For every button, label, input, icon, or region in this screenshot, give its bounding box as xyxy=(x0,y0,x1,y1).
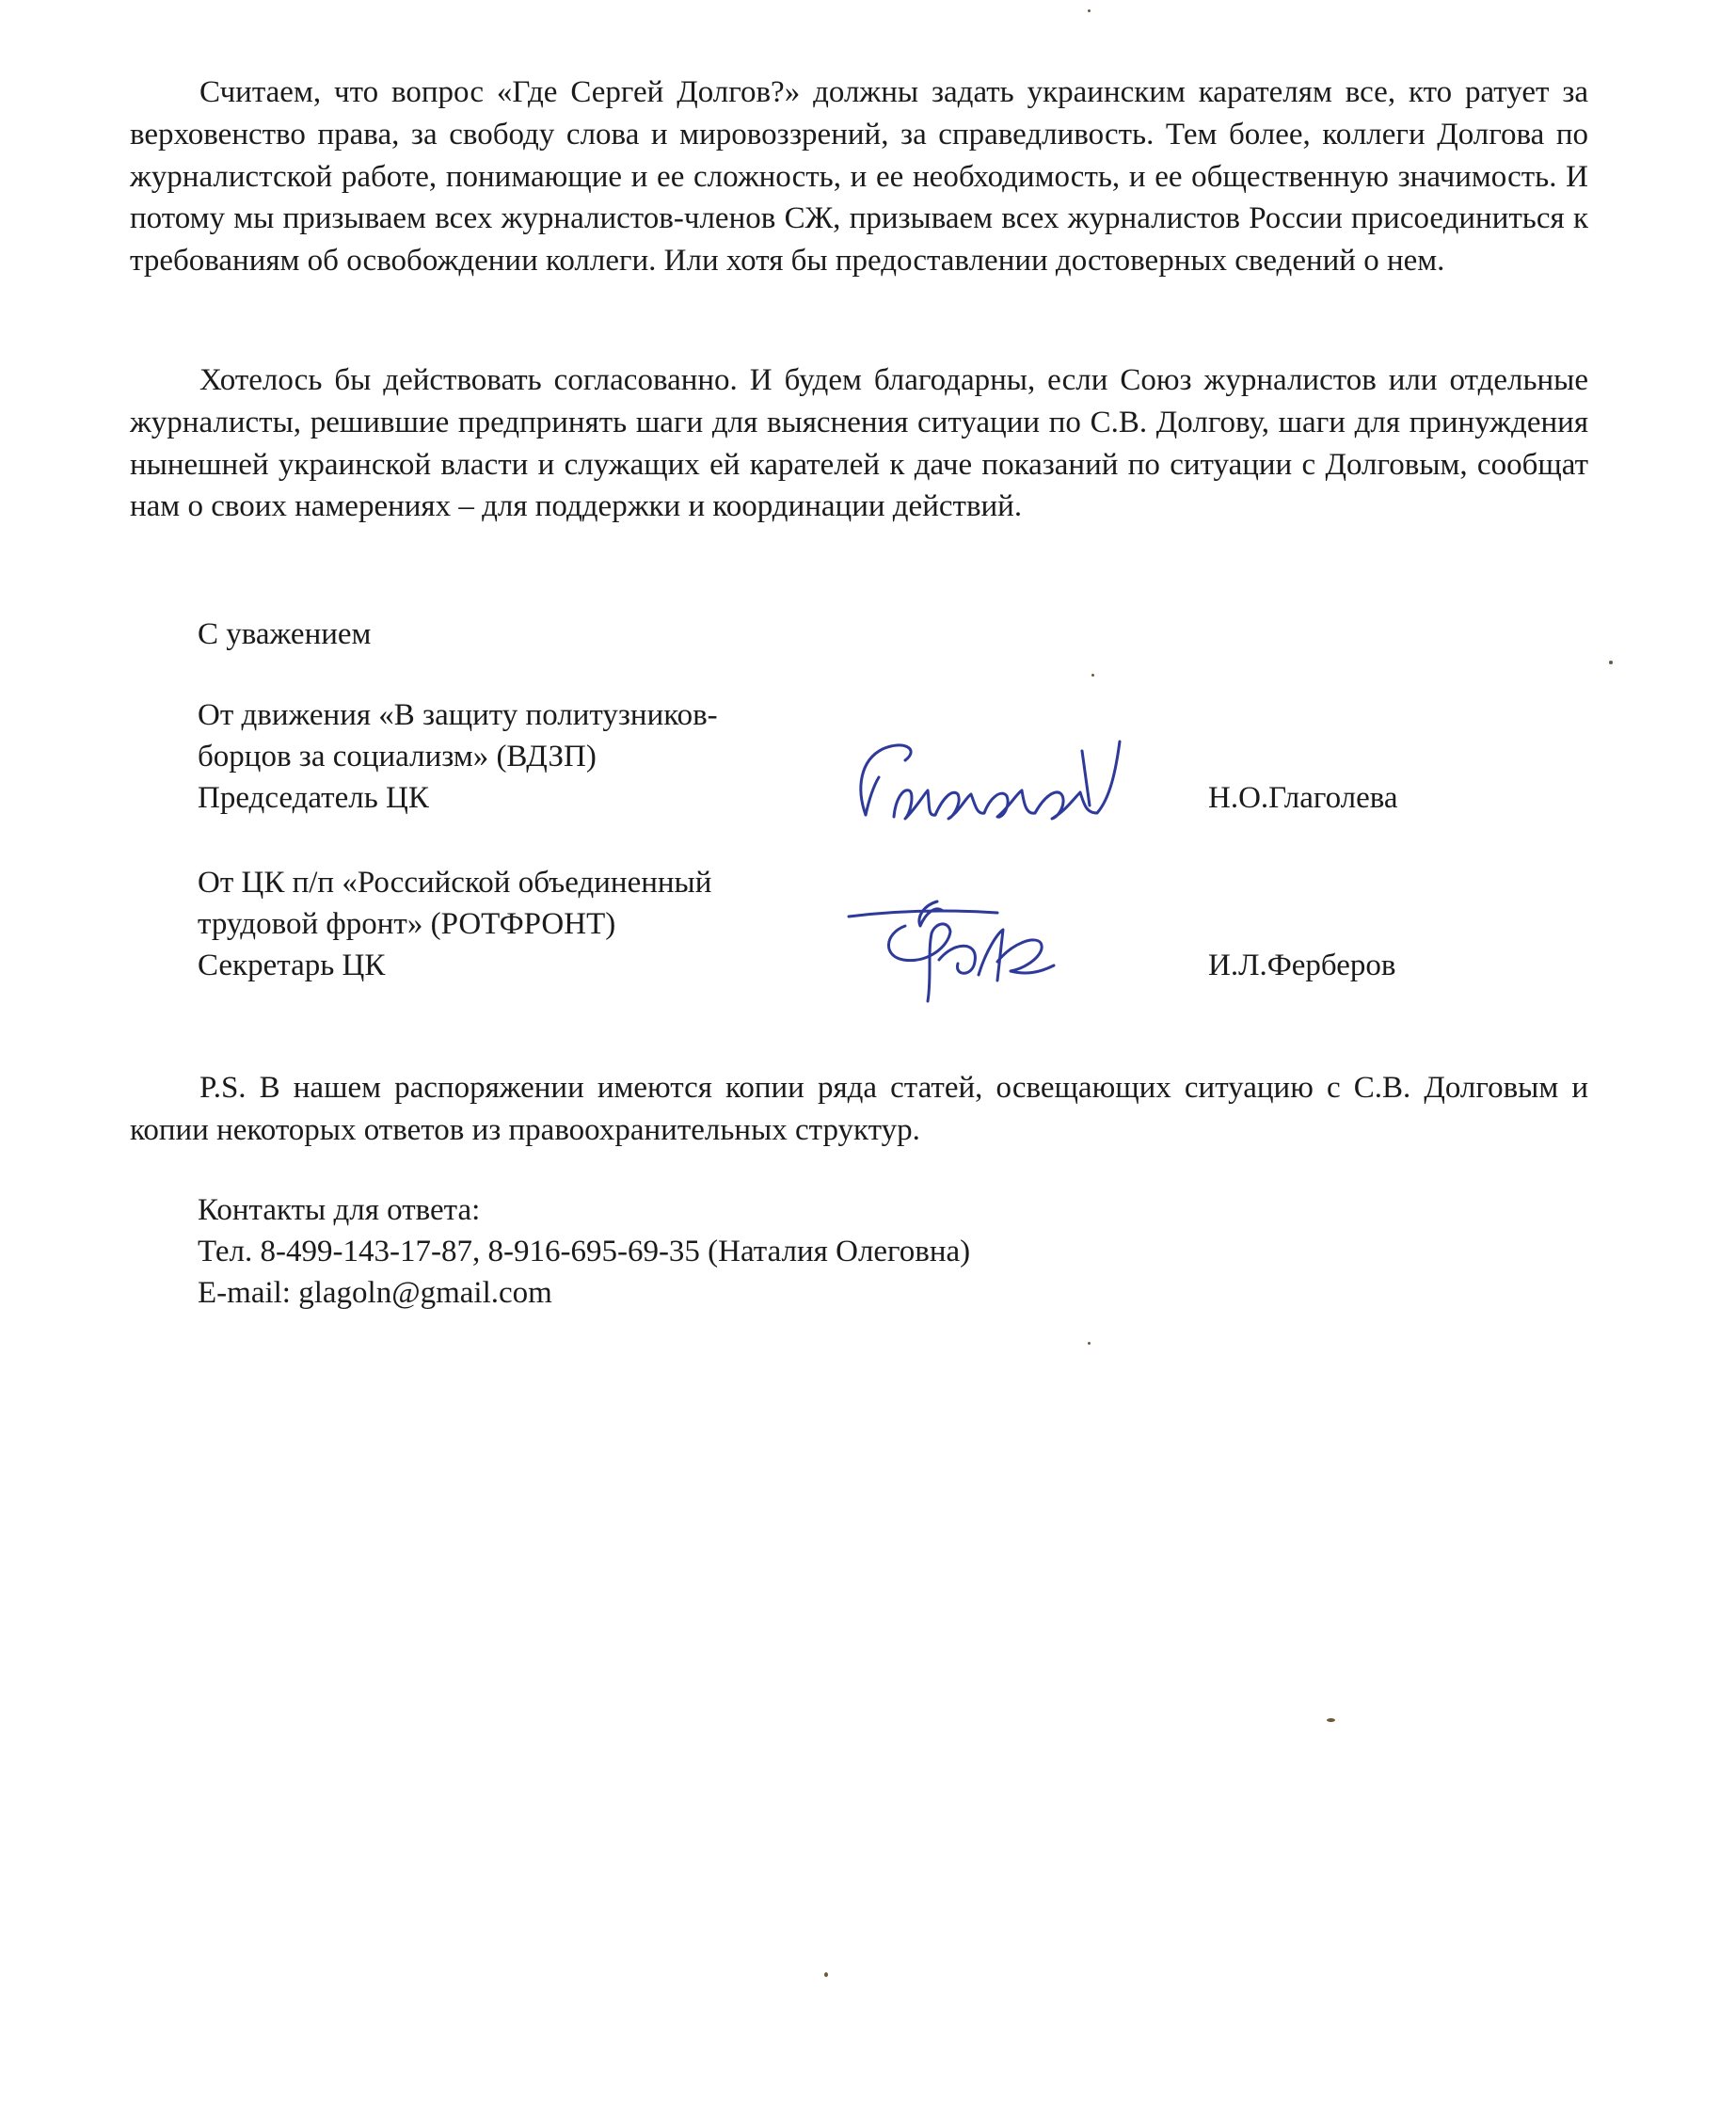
signature-ferberov xyxy=(837,885,1082,1016)
signer1-title: Председатель ЦК xyxy=(198,781,429,815)
signer2-org-line2: трудовой фронт» (РОТФРОНТ) xyxy=(198,907,616,941)
contacts-email: E-mail: glagoln@gmail.com xyxy=(198,1276,552,1310)
scan-speck xyxy=(1609,661,1613,664)
scan-speck xyxy=(824,1972,828,1977)
signer1-org-line2: борцов за социализм» (ВДЗП) xyxy=(198,740,597,773)
signer2-org-line1: От ЦК п/п «Российской объединенный xyxy=(198,866,712,900)
signer2-name: И.Л.Ферберов xyxy=(1208,949,1396,982)
signer1-name: Н.О.Глаголева xyxy=(1208,781,1398,815)
paragraph-appeal: Считаем, что вопрос «Где Сергей Долгов?» должны задать украинским карателям все, кто ратует за верховенство права, за свободу слова и мировоззрений, за справедливость. Тем более, коллеги Долгова по журналистской работе, понимающие и ее сложность, и ее необходимость, и ее общественную значимость. И потому мы призываем всех журналистов-членов СЖ, призываем всех журналистов России присоединиться к требованиям об освобождении коллеги. Или хотя бы предоставлении достоверных сведений о нем. xyxy=(130,75,1588,279)
scan-speck xyxy=(1088,9,1091,12)
paragraph-coordination: Хотелось бы действовать согласованно. И будем благодарны, если Союз журналистов или отдельные журналисты, решившие предпринять шаги для выяснения ситуации по С.В. Долгову, шаги для принуждения нынешней украинской власти и служащих ей карателей к даче показаний по ситуации с Долговым, сообщат нам о своих намерениях – для поддержки и координации действий. xyxy=(130,363,1588,524)
scan-speck xyxy=(1327,1718,1335,1722)
closing-salutation: С уважением xyxy=(198,617,372,651)
signer2-title: Секретарь ЦК xyxy=(198,949,386,982)
contacts-phone: Тел. 8-499-143-17-87, 8-916-695-69-35 (Наталия Олеговна) xyxy=(198,1235,971,1268)
contacts-heading: Контакты для ответа: xyxy=(198,1193,481,1227)
signature-glagoleva xyxy=(837,732,1139,845)
postscript: P.S. В нашем распоряжении имеются копии ряда статей, освещающих ситуацию с С.В. Долговым и копии некоторых ответов из правоохранительных структур. xyxy=(130,1071,1588,1147)
scan-speck xyxy=(1088,1342,1091,1345)
signer1-org-line1: От движения «В защиту политузников- xyxy=(198,698,718,732)
scan-speck xyxy=(1091,674,1094,677)
